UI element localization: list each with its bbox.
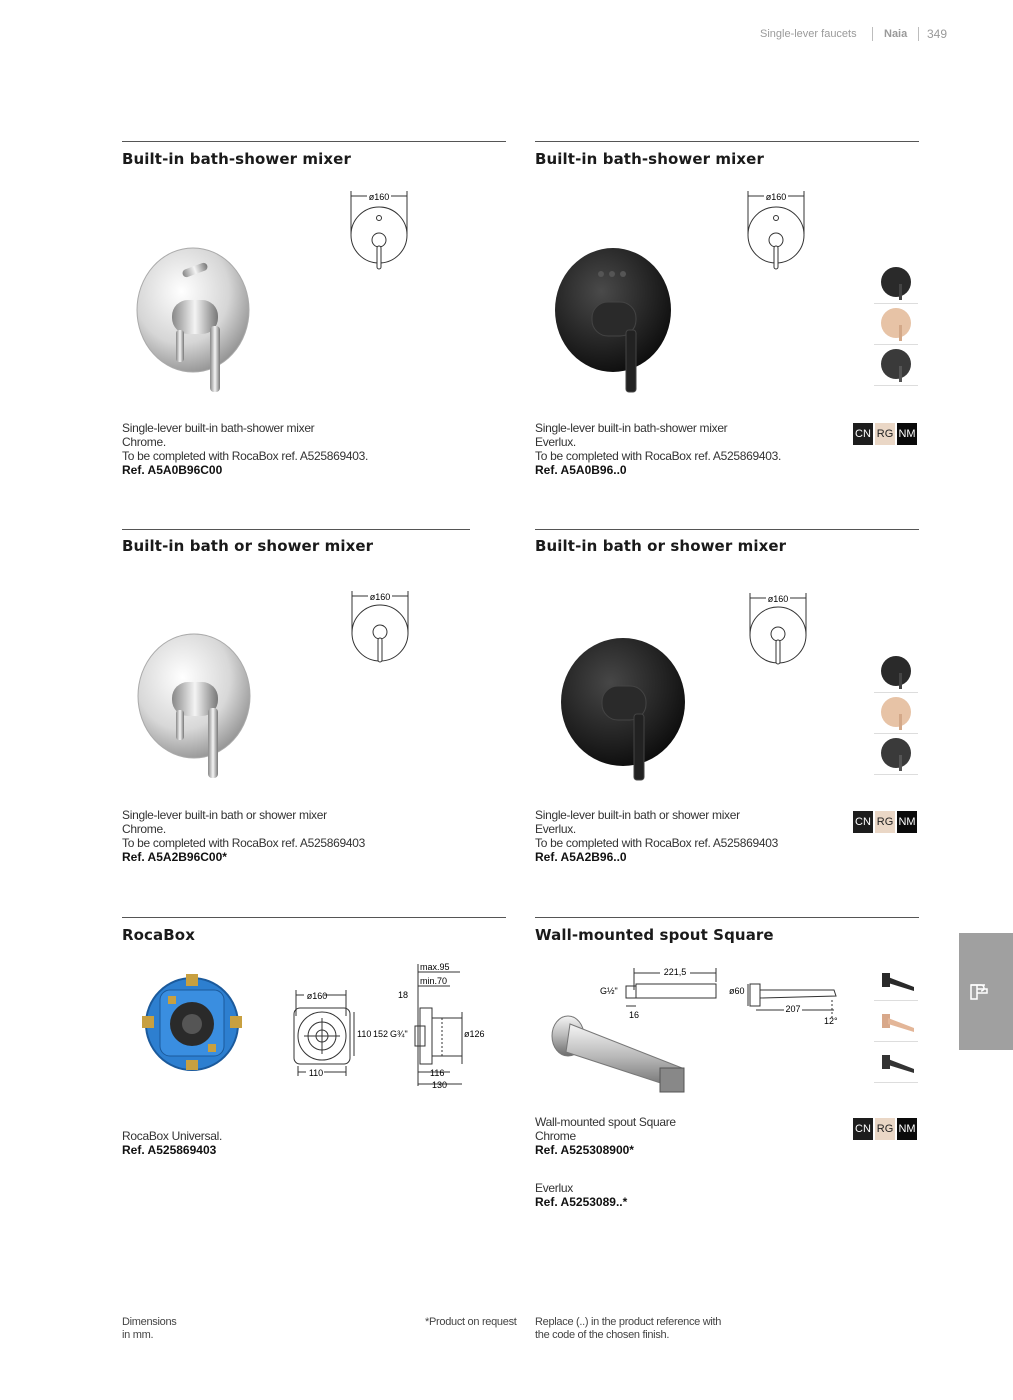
finish-thumb-rg bbox=[874, 1001, 918, 1042]
dimension-drawing bbox=[346, 588, 414, 666]
finish-rg: RG bbox=[875, 423, 895, 445]
finish-nm: NM bbox=[897, 423, 917, 445]
svg-text:152: 152 bbox=[372, 1029, 388, 1039]
dimension-drawing bbox=[345, 188, 413, 274]
finish-thumb-nm bbox=[874, 345, 918, 386]
product-ref: Ref. A5A2B96..0 bbox=[535, 850, 627, 864]
finish-nm: NM bbox=[897, 811, 917, 833]
finish-swatches bbox=[853, 423, 917, 445]
finish-cn: CN bbox=[853, 1118, 873, 1140]
section-divider bbox=[535, 917, 919, 918]
svg-text:110: 110 bbox=[357, 1029, 372, 1039]
dimension-label: ø160 bbox=[765, 192, 787, 202]
footer-request-note: *Product on request bbox=[425, 1316, 517, 1328]
dimension-label: ø160 bbox=[767, 594, 789, 604]
product-ref: Ref. A5A0B96C00 bbox=[122, 463, 223, 477]
finish-thumb-rg bbox=[874, 304, 918, 345]
product-ref: Ref. A525869403 bbox=[122, 1143, 217, 1157]
svg-text:ø160: ø160 bbox=[306, 991, 328, 1001]
dimension-drawing bbox=[742, 188, 810, 274]
section-divider bbox=[122, 917, 506, 918]
finish-thumb-cn bbox=[874, 263, 918, 304]
finish-thumbnails bbox=[874, 652, 918, 775]
product-description: Single-lever built-in bath or shower mixer Chrome. To be completed with RocaBox ref. A525869403 Ref. A5A2B96C00* bbox=[122, 808, 365, 864]
dimension-label: ø160 bbox=[369, 592, 391, 602]
finish-nm: NM bbox=[897, 1118, 917, 1140]
dimension-drawing bbox=[744, 590, 812, 668]
svg-text:G¾": G¾" bbox=[390, 1029, 408, 1039]
product-title: Wall-mounted spout Square bbox=[535, 926, 774, 944]
product-title: RocaBox bbox=[122, 926, 195, 944]
footer-dimensions: Dimensions in mm. bbox=[122, 1316, 177, 1341]
section-divider bbox=[535, 529, 919, 530]
section-divider bbox=[122, 529, 470, 530]
finish-swatches bbox=[853, 1118, 917, 1140]
product-ref: Ref. A5253089..* bbox=[535, 1195, 628, 1209]
finish-thumbnails bbox=[874, 960, 918, 1083]
svg-text:12°: 12° bbox=[824, 1016, 838, 1026]
product-ref: Ref. A5A0B96..0 bbox=[535, 463, 627, 477]
section-divider bbox=[535, 141, 919, 142]
finish-thumb-rg bbox=[874, 693, 918, 734]
svg-text:116: 116 bbox=[430, 1068, 445, 1078]
faucet-icon bbox=[959, 933, 1013, 1050]
footer-replace-note: Replace (..) in the product reference with the code of the chosen finish. bbox=[535, 1316, 722, 1341]
svg-text:min.70: min.70 bbox=[420, 976, 448, 986]
finish-rg: RG bbox=[875, 811, 895, 833]
product-description: Wall-mounted spout Square Chrome Ref. A525308900* bbox=[535, 1115, 676, 1157]
product-title: Built-in bath or shower mixer bbox=[122, 537, 374, 555]
svg-text:ø126: ø126 bbox=[464, 1029, 485, 1039]
product-photo-black bbox=[558, 636, 688, 782]
svg-text:18: 18 bbox=[398, 990, 409, 1000]
finish-thumb-cn bbox=[874, 960, 918, 1001]
product-description: Single-lever built-in bath-shower mixer Everlux. To be completed with RocaBox ref. A525869403. Ref. A5A0B96..0 bbox=[535, 421, 782, 477]
product-ref: Ref. A5A2B96C00* bbox=[122, 850, 227, 864]
product-description: Single-lever built-in bath-shower mixer Chrome. To be completed with RocaBox ref. A525869403. Ref. A5A0B96C00 bbox=[122, 421, 369, 477]
svg-text:G½": G½" bbox=[600, 986, 618, 996]
finish-swatches bbox=[853, 811, 917, 833]
finish-cn: CN bbox=[853, 423, 873, 445]
chapter-tab[interactable] bbox=[959, 933, 1013, 1050]
product-photo-chrome bbox=[134, 626, 256, 782]
svg-text:max.95: max.95 bbox=[420, 962, 450, 972]
finish-cn: CN bbox=[853, 811, 873, 833]
product-title: Built-in bath-shower mixer bbox=[122, 150, 351, 168]
svg-text:ø60: ø60 bbox=[729, 986, 745, 996]
svg-text:110: 110 bbox=[308, 1068, 324, 1078]
finish-thumb-cn bbox=[874, 652, 918, 693]
page-number: 349 bbox=[927, 27, 948, 41]
section-divider bbox=[122, 141, 506, 142]
finish-thumbnails bbox=[874, 263, 918, 386]
header-divider bbox=[872, 27, 873, 41]
product-title: Built-in bath or shower mixer bbox=[535, 537, 787, 555]
product-photo-chrome bbox=[132, 240, 256, 396]
product-description: RocaBox Universal. Ref. A525869403 bbox=[122, 1129, 222, 1157]
svg-text:16: 16 bbox=[629, 1010, 640, 1020]
svg-text:130: 130 bbox=[432, 1080, 448, 1090]
finish-thumb-nm bbox=[874, 734, 918, 775]
header-section: Single-lever faucets bbox=[760, 28, 857, 40]
product-title: Built-in bath-shower mixer bbox=[535, 150, 764, 168]
svg-text:221,5: 221,5 bbox=[663, 967, 687, 977]
rocabox-dimension-drawing bbox=[284, 960, 494, 1092]
product-description: Single-lever built-in bath or shower mixer Everlux. To be completed with RocaBox ref. A525869403 Ref. A5A2B96..0 bbox=[535, 808, 778, 864]
dimension-label: ø160 bbox=[368, 192, 390, 202]
product-description-everlux: Everlux Ref. A5253089..* bbox=[535, 1181, 628, 1209]
finish-thumb-nm bbox=[874, 1042, 918, 1083]
product-photo-rocabox bbox=[140, 972, 244, 1072]
finish-rg: RG bbox=[875, 1118, 895, 1140]
product-ref: Ref. A525308900* bbox=[535, 1143, 634, 1157]
header-collection: Naia bbox=[884, 28, 908, 40]
product-photo-spout bbox=[548, 1012, 690, 1096]
product-photo-black bbox=[552, 244, 676, 396]
header-divider bbox=[918, 27, 919, 41]
svg-text:207: 207 bbox=[785, 1004, 801, 1014]
